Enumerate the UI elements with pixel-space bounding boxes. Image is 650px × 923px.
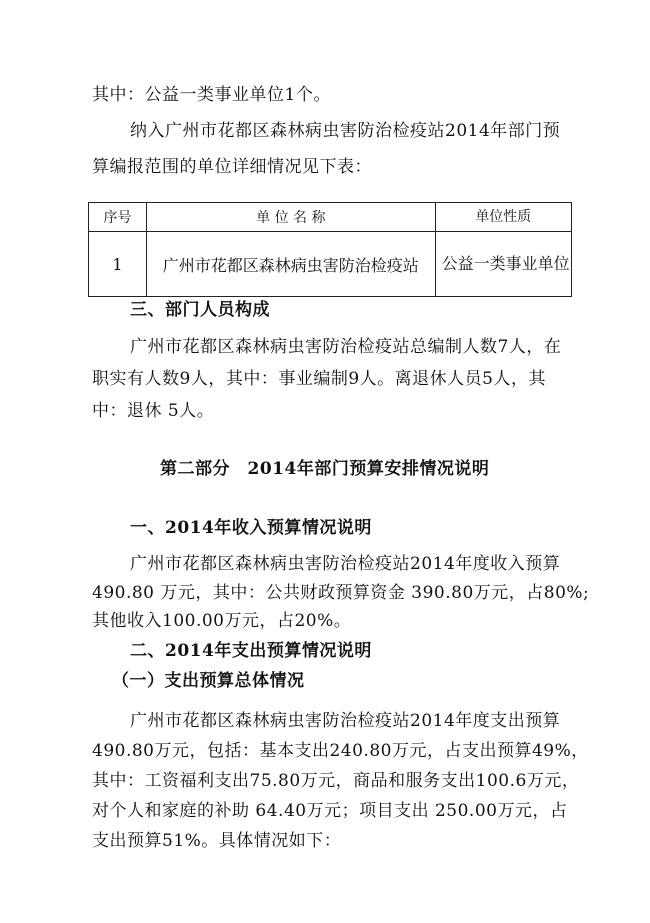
section-heading-income: 一、2014年收入预算情况说明 <box>130 518 372 538</box>
paragraph-unit-count: 其中：公益一类事业单位1个。 <box>92 85 331 105</box>
expenditure-line-5: 支出预算51%。具体情况如下： <box>92 831 342 851</box>
table-cell-name: 广州市花都区森林病虫害防治检疫站 <box>146 232 435 297</box>
staff-line-2: 职实有人数9人，其中：事业编制9人。离退休人员5人，其 <box>92 369 546 389</box>
table-header-type: 单位性质 <box>435 203 571 232</box>
table-header-index: 序号 <box>89 203 147 232</box>
paragraph-scope-line-2: 算编报范围的单位详细情况见下表： <box>92 157 372 177</box>
part-two-title: 第二部分 2014年部门预算安排情况说明 <box>160 459 490 479</box>
subsection-heading-overall: （一）支出预算总体情况 <box>112 671 305 691</box>
table-row <box>89 232 572 297</box>
expenditure-line-3: 其中：工资福利支出75.80万元，商品和服务支出100.6万元， <box>92 771 580 791</box>
table-header-name: 单 位 名 称 <box>146 203 435 232</box>
income-line-1: 广州市花都区森林病虫害防治检疫站2014年度收入预算 <box>130 554 561 574</box>
unit-table <box>88 202 572 297</box>
staff-line-1: 广州市花都区森林病虫害防治检疫站总编制人数7人，在 <box>130 337 562 357</box>
section-heading-expenditure: 二、2014年支出预算情况说明 <box>130 641 372 661</box>
income-line-2: 490.80 万元，其中：公共财政预算资金 390.80万元，占80%; <box>92 583 590 603</box>
expenditure-line-2: 490.80万元，包括：基本支出240.80万元，占支出预算49%， <box>92 741 589 761</box>
paragraph-scope-line-1: 纳入广州市花都区森林病虫害防治检疫站2014年部门预 <box>130 121 561 141</box>
income-line-3: 其他收入100.00万元，占20%。 <box>92 611 352 631</box>
section-heading-staff: 三、部门人员构成 <box>130 300 270 320</box>
table-header-row <box>89 203 572 232</box>
expenditure-line-4: 对个人和家庭的补助 64.40万元；项目支出 250.00万元，占 <box>92 801 568 821</box>
staff-line-3: 中：退休 5人。 <box>92 401 215 421</box>
table-cell-index: 1 <box>89 232 147 297</box>
expenditure-line-1: 广州市花都区森林病虫害防治检疫站2014年度支出预算 <box>130 711 561 731</box>
table-cell-type: 公益一类事业单位 <box>435 232 571 297</box>
